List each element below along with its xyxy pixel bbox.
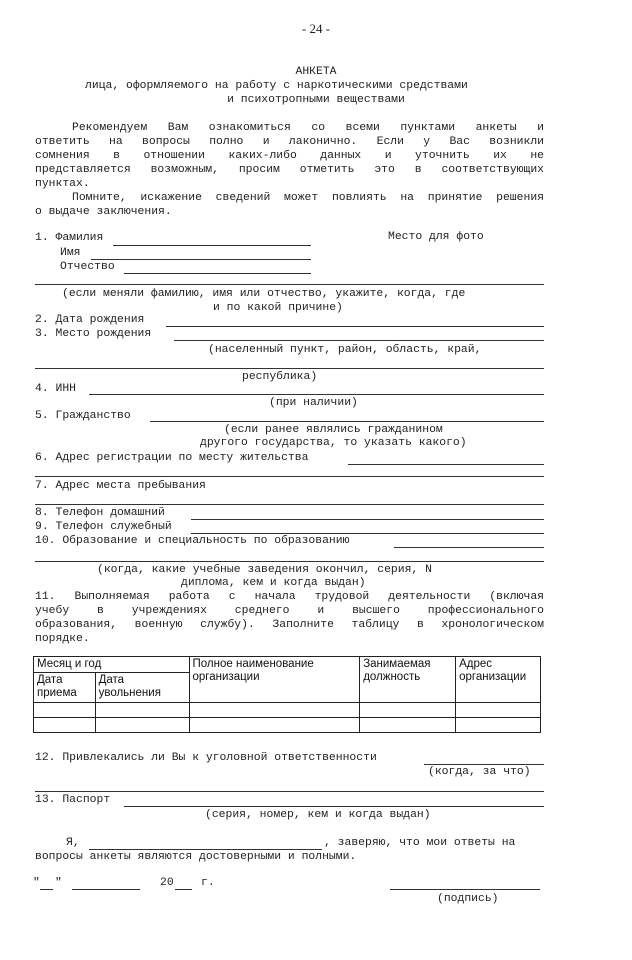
- home-phone-label: 8. Телефон домашний: [35, 507, 165, 519]
- stay-address-label: 7. Адрес места пребывания: [35, 480, 206, 492]
- header-address: Адрес организации: [456, 657, 541, 703]
- declaration-i: Я,: [66, 837, 80, 849]
- passport-note: (серия, номер, кем и когда выдан): [205, 809, 431, 821]
- declarant-name-line[interactable]: [89, 849, 322, 850]
- intro-line-1: Рекомендуем Вам ознакомиться со всеми пунктами анкеты и: [72, 122, 544, 134]
- header-month-year: Месяц и год: [34, 657, 190, 673]
- citizenship-note-2: другого государства, то указать какого): [200, 437, 467, 449]
- passport-line[interactable]: [124, 806, 544, 807]
- intro-line-6: Помните, искажение сведений может повлиять на принятие решения: [72, 192, 544, 204]
- page-number: - 24 -: [301, 21, 331, 36]
- intro-line-2: ответить на вопросы полно и лаконично. Если у Вас возникли: [35, 136, 544, 148]
- signature-line[interactable]: [390, 889, 540, 890]
- criminal-record-note: (когда, за что): [428, 766, 531, 778]
- education-line[interactable]: [394, 547, 544, 548]
- patronymic-label: Отчество: [60, 261, 115, 273]
- birth-place-note-1: (населенный пункт, район, область, край,: [208, 344, 482, 356]
- birth-date-label: 2. Дата рождения: [35, 314, 145, 326]
- citizenship-note-1: (если ранее являлись гражданином: [224, 424, 443, 436]
- first-name-line[interactable]: [91, 259, 311, 260]
- table-cell[interactable]: [360, 703, 456, 718]
- education-note-2: диплома, кем и когда выдан): [181, 577, 366, 589]
- name-change-line[interactable]: [35, 284, 544, 285]
- subtitle-line-1: лица, оформляемого на работу с наркотическими средствами: [85, 80, 468, 92]
- header-position: Занимаемая должность: [360, 657, 456, 703]
- intro-line-5: пунктах.: [35, 178, 90, 190]
- registration-address-line-2[interactable]: [35, 476, 544, 477]
- table-row: [34, 703, 541, 718]
- table-row: [34, 718, 541, 733]
- birth-place-line-2[interactable]: [35, 368, 544, 369]
- month-line[interactable]: [72, 889, 140, 890]
- header-hire-date: Дата приема: [34, 673, 96, 703]
- signature-label: (подпись): [437, 893, 499, 905]
- citizenship-label: 5. Гражданство: [35, 410, 131, 422]
- birth-place-note-2: республика): [242, 371, 318, 383]
- declaration-line-2: вопросы анкеты являются достоверными и полными.: [35, 851, 357, 863]
- work-history-table: [33, 656, 541, 733]
- table-cell[interactable]: [456, 718, 541, 733]
- header-dismissal-date: Дата увольнения: [95, 673, 189, 703]
- year-suffix: г.: [201, 877, 215, 889]
- passport-label: 13. Паспорт: [35, 794, 111, 806]
- table-cell[interactable]: [95, 703, 189, 718]
- work-phone-line[interactable]: [191, 533, 544, 534]
- first-name-label: Имя: [60, 247, 81, 259]
- declaration-certify: , заверяю, что мои ответы на: [324, 837, 516, 849]
- work-phone-label: 9. Телефон служебный: [35, 521, 172, 533]
- criminal-record-label: 12. Привлекались ли Вы к уголовной ответственности: [35, 752, 377, 764]
- registration-address-line[interactable]: [348, 464, 544, 465]
- table-cell[interactable]: [34, 718, 96, 733]
- table-cell[interactable]: [189, 703, 360, 718]
- year-line[interactable]: [175, 889, 192, 890]
- inn-line[interactable]: [89, 394, 544, 395]
- work-history-line-2: учебу в учреждениях среднего и высшего профессионального: [35, 605, 544, 617]
- year-prefix: 20: [160, 877, 174, 889]
- stay-address-line[interactable]: [35, 504, 544, 505]
- table-cell[interactable]: [95, 718, 189, 733]
- document-title: АНКЕТА: [295, 66, 337, 78]
- subtitle-line-2: и психотропными веществами: [227, 94, 405, 106]
- date-quote-close: ": [55, 877, 62, 889]
- birth-place-line[interactable]: [174, 340, 544, 341]
- intro-line-4: представляется возможным, просим отметить это в соответствующих: [35, 164, 544, 176]
- criminal-record-line[interactable]: [424, 764, 544, 765]
- table-cell[interactable]: [189, 718, 360, 733]
- birth-date-line[interactable]: [166, 326, 544, 327]
- criminal-record-line-2[interactable]: [35, 791, 544, 792]
- surname-line[interactable]: [113, 245, 311, 246]
- education-note-1: (когда, какие учебные заведения окончил, серия, N: [97, 564, 432, 576]
- work-history-line-1: 11. Выполняемая работа с начала трудовой деятельности (включая: [35, 591, 544, 603]
- inn-label: 4. ИНН: [35, 383, 77, 395]
- citizenship-line[interactable]: [150, 421, 544, 422]
- surname-label: 1. Фамилия: [35, 232, 104, 244]
- birth-place-label: 3. Место рождения: [35, 328, 152, 340]
- intro-line-7: о выдаче заключения.: [35, 206, 172, 218]
- table-cell[interactable]: [456, 703, 541, 718]
- patronymic-line[interactable]: [124, 273, 311, 274]
- day-line[interactable]: [40, 889, 53, 890]
- education-line-2[interactable]: [35, 561, 544, 562]
- name-change-note-1: (если меняли фамилию, имя или отчество, укажите, когда, где: [62, 288, 466, 300]
- inn-note: (при наличии): [269, 397, 358, 409]
- table-cell[interactable]: [360, 718, 456, 733]
- home-phone-line[interactable]: [191, 519, 544, 520]
- work-history-line-4: порядке.: [35, 633, 90, 645]
- work-history-line-3: образования, военную службу). Заполните таблицу в хронологическом: [35, 619, 544, 631]
- name-change-note-2: и по какой причине): [213, 302, 343, 314]
- education-label: 10. Образование и специальность по образованию: [35, 535, 350, 547]
- photo-placeholder-label: Место для фото: [388, 231, 484, 243]
- table-cell[interactable]: [34, 703, 96, 718]
- registration-address-label: 6. Адрес регистрации по месту жительства: [35, 452, 309, 464]
- date-quote-open: ": [33, 877, 40, 889]
- header-org-name: Полное наименование организации: [189, 657, 360, 703]
- intro-line-3: сомнения в отношении каких-либо данных и уточнить их не: [35, 150, 544, 162]
